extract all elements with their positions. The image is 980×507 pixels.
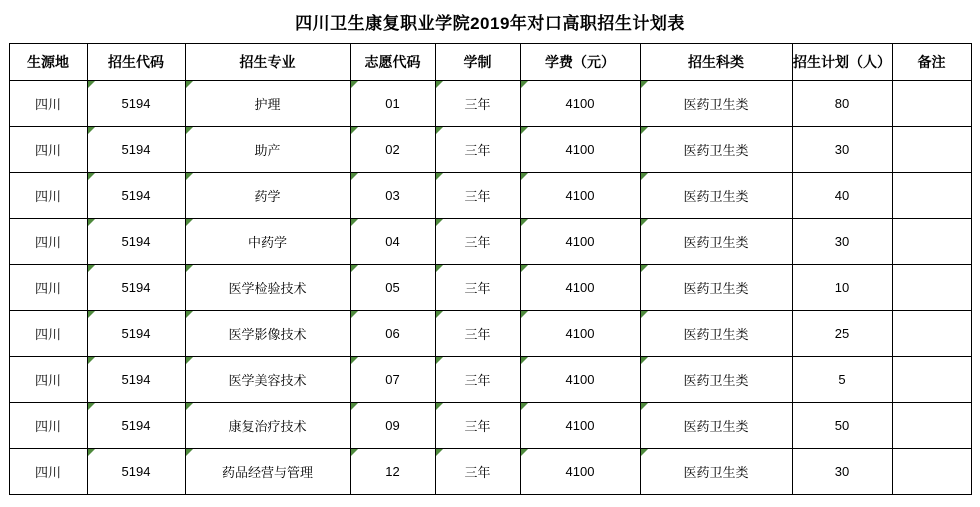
cell-source: 四川 <box>9 173 87 219</box>
admission-plan-table <box>9 43 972 495</box>
cell-code: 5194 <box>87 403 185 449</box>
column-header-duration: 学制 <box>435 44 520 81</box>
cell-duration: 三年 <box>435 127 520 173</box>
cell-plan: 30 <box>792 219 892 265</box>
table-row <box>9 127 971 173</box>
table-row <box>9 403 971 449</box>
cell-fee: 4100 <box>520 357 640 403</box>
cell-wish-code: 04 <box>350 219 435 265</box>
cell-code: 5194 <box>87 219 185 265</box>
cell-category: 医药卫生类 <box>640 219 792 265</box>
cell-fee: 4100 <box>520 403 640 449</box>
cell-wish-code: 09 <box>350 403 435 449</box>
table-row <box>9 311 971 357</box>
cell-code: 5194 <box>87 265 185 311</box>
cell-code: 5194 <box>87 81 185 127</box>
table-row <box>9 219 971 265</box>
cell-code: 5194 <box>87 357 185 403</box>
cell-plan: 25 <box>792 311 892 357</box>
column-header-code: 招生代码 <box>87 44 185 81</box>
cell-plan: 50 <box>792 403 892 449</box>
cell-remark <box>892 81 971 127</box>
table-header-row <box>9 44 971 81</box>
cell-major: 中药学 <box>185 219 350 265</box>
cell-fee: 4100 <box>520 449 640 495</box>
cell-fee: 4100 <box>520 265 640 311</box>
cell-major: 药品经营与管理 <box>185 449 350 495</box>
cell-category: 医药卫生类 <box>640 81 792 127</box>
cell-duration: 三年 <box>435 311 520 357</box>
cell-plan: 80 <box>792 81 892 127</box>
cell-major: 护理 <box>185 81 350 127</box>
table-row <box>9 265 971 311</box>
cell-fee: 4100 <box>520 81 640 127</box>
cell-duration: 三年 <box>435 173 520 219</box>
cell-plan: 5 <box>792 357 892 403</box>
cell-remark <box>892 403 971 449</box>
cell-source: 四川 <box>9 127 87 173</box>
cell-wish-code: 06 <box>350 311 435 357</box>
cell-major: 助产 <box>185 127 350 173</box>
cell-category: 医药卫生类 <box>640 265 792 311</box>
column-header-plan: 招生计划（人） <box>792 44 892 81</box>
cell-source: 四川 <box>9 311 87 357</box>
cell-category: 医药卫生类 <box>640 449 792 495</box>
cell-wish-code: 05 <box>350 265 435 311</box>
cell-duration: 三年 <box>435 219 520 265</box>
cell-remark <box>892 311 971 357</box>
cell-plan: 30 <box>792 127 892 173</box>
cell-code: 5194 <box>87 173 185 219</box>
cell-plan: 40 <box>792 173 892 219</box>
column-header-wish-code: 志愿代码 <box>350 44 435 81</box>
column-header-source: 生源地 <box>9 44 87 81</box>
cell-remark <box>892 127 971 173</box>
cell-major: 药学 <box>185 173 350 219</box>
column-header-major: 招生专业 <box>185 44 350 81</box>
cell-category: 医药卫生类 <box>640 403 792 449</box>
cell-wish-code: 12 <box>350 449 435 495</box>
cell-fee: 4100 <box>520 219 640 265</box>
cell-category: 医药卫生类 <box>640 173 792 219</box>
cell-wish-code: 01 <box>350 81 435 127</box>
cell-duration: 三年 <box>435 449 520 495</box>
cell-major: 康复治疗技术 <box>185 403 350 449</box>
cell-category: 医药卫生类 <box>640 127 792 173</box>
cell-code: 5194 <box>87 311 185 357</box>
cell-source: 四川 <box>9 219 87 265</box>
cell-fee: 4100 <box>520 311 640 357</box>
cell-duration: 三年 <box>435 81 520 127</box>
cell-remark <box>892 173 971 219</box>
cell-source: 四川 <box>9 357 87 403</box>
cell-duration: 三年 <box>435 265 520 311</box>
cell-fee: 4100 <box>520 173 640 219</box>
cell-category: 医药卫生类 <box>640 311 792 357</box>
cell-category: 医药卫生类 <box>640 357 792 403</box>
cell-remark <box>892 265 971 311</box>
cell-duration: 三年 <box>435 357 520 403</box>
cell-remark <box>892 219 971 265</box>
cell-source: 四川 <box>9 449 87 495</box>
table-row <box>9 81 971 127</box>
table-row <box>9 173 971 219</box>
table-row <box>9 357 971 403</box>
cell-remark <box>892 449 971 495</box>
column-header-remark: 备注 <box>892 44 971 81</box>
cell-major: 医学检验技术 <box>185 265 350 311</box>
cell-remark <box>892 357 971 403</box>
cell-duration: 三年 <box>435 403 520 449</box>
cell-fee: 4100 <box>520 127 640 173</box>
cell-plan: 10 <box>792 265 892 311</box>
cell-major: 医学影像技术 <box>185 311 350 357</box>
cell-wish-code: 02 <box>350 127 435 173</box>
cell-source: 四川 <box>9 403 87 449</box>
column-header-fee: 学费（元） <box>520 44 640 81</box>
cell-major: 医学美容技术 <box>185 357 350 403</box>
cell-code: 5194 <box>87 449 185 495</box>
cell-plan: 30 <box>792 449 892 495</box>
table-row <box>9 449 971 495</box>
cell-source: 四川 <box>9 265 87 311</box>
page-title: 四川卫生康复职业学院2019年对口高职招生计划表 <box>295 14 685 33</box>
cell-wish-code: 07 <box>350 357 435 403</box>
cell-code: 5194 <box>87 127 185 173</box>
cell-wish-code: 03 <box>350 173 435 219</box>
cell-source: 四川 <box>9 81 87 127</box>
column-header-category: 招生科类 <box>640 44 792 81</box>
